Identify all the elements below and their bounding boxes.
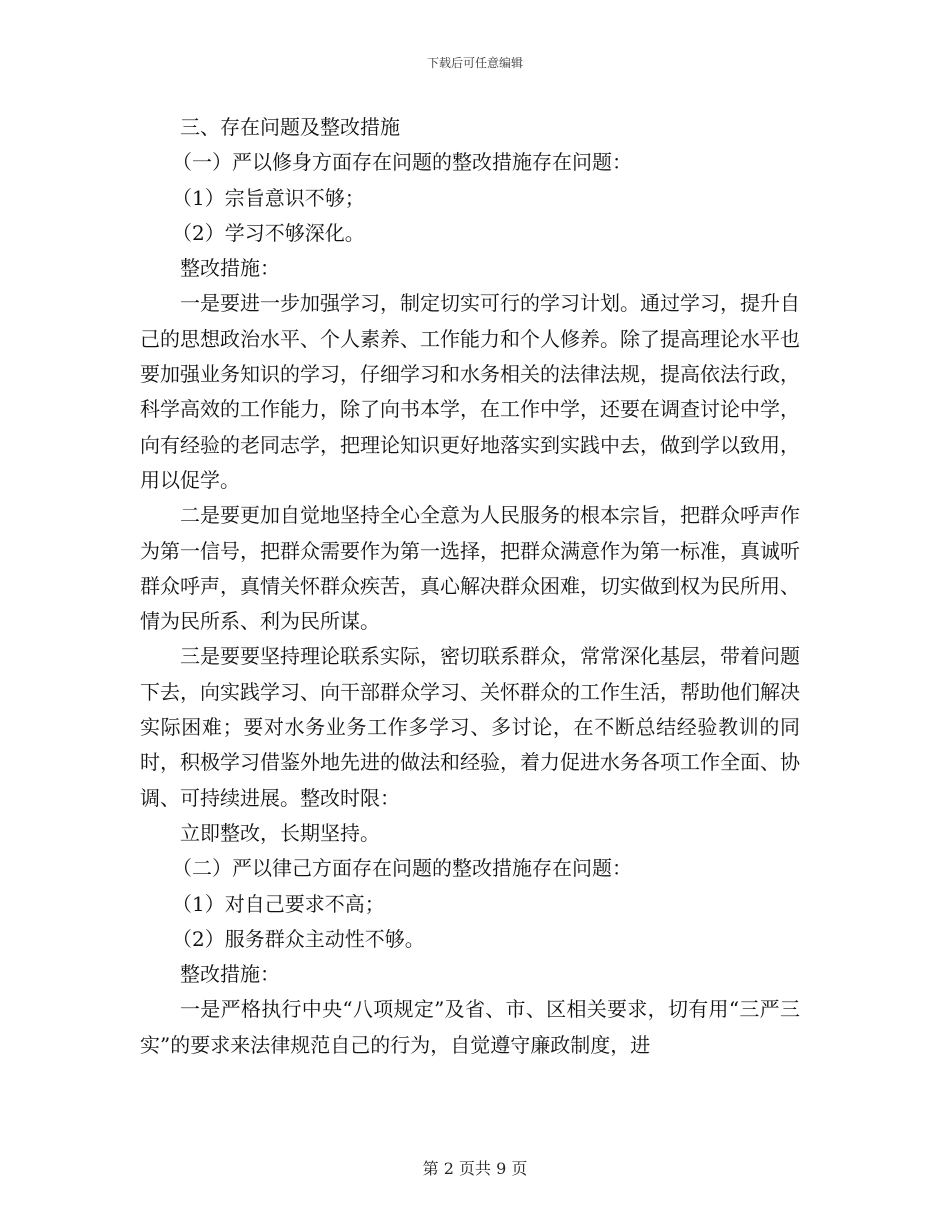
problem-item: （1）宗旨意识不够； [172,185,365,210]
subsection-heading: （一）严以修身方面存在问题的整改措施存在问题： [172,150,632,175]
body-paragraph: 一是要进一步加强学习，制定切实可行的学习计划。通过学习，提升自己的思想政治水平、个人素养、工作能力和个人修养。除了提高理论水平也要加强业务知识的学习，仔细学习和水务相关的法律法规，提高依法行政，科学高效的工作能力，除了向书本学，在工作中学，还要在调查讨论中学，向有经验的老同志学，把理论知识更好地落实到实践中去，做到学以致用，用以促学。 [140,291,800,492]
page-number: 第 2 页共 9 页 [422,1159,528,1178]
problem-item: （2）服务群众主动性不够。 [172,926,425,951]
measures-label: 整改措施： [180,962,280,987]
body-paragraph: 一是严格执行中央“八项规定”及省、市、区相关要求，切有用“三严三实”的要求来法律规范自己的行为，自觉遵守廉政制度，进 [140,997,800,1057]
page-header: 下载后可任意编辑 [426,56,523,70]
section-heading: 三、存在问题及整改措施 [180,115,400,139]
problem-item: （1）对自己要求不高； [172,891,385,916]
body-paragraph: 二是要更加自觉地坚持全心全意为人民服务的根本宗旨，把群众呼声作为第一信号，把群众需要作为第一选择，把群众满意作为第一标准，真诚听群众呼声，真情关怀群众疾苦，真心解决群众困难，切实做到权为民所用、情为民所系、利为民所谋。 [140,503,800,634]
body-paragraph: 三是要要坚持理论联系实际，密切联系群众，常常深化基层，带着问题下去，向实践学习、向干部群众学习、关怀群众的工作生活，帮助他们解决实际困难；要对水务业务工作多学习、多讨论，在不断总结经验教训的同时，积极学习借鉴外地先进的做法和经验，着力促进水务各项工作全面、协调、可持续进展。整改时限： [140,644,800,810]
problem-item: （2）学习不够深化。 [172,220,365,245]
body-paragraph: 立即整改，长期坚持。 [180,820,380,845]
measures-label: 整改措施： [180,256,280,281]
document-body [140,110,800,1063]
subsection-heading: （二）严以律己方面存在问题的整改措施存在问题： [172,856,632,881]
